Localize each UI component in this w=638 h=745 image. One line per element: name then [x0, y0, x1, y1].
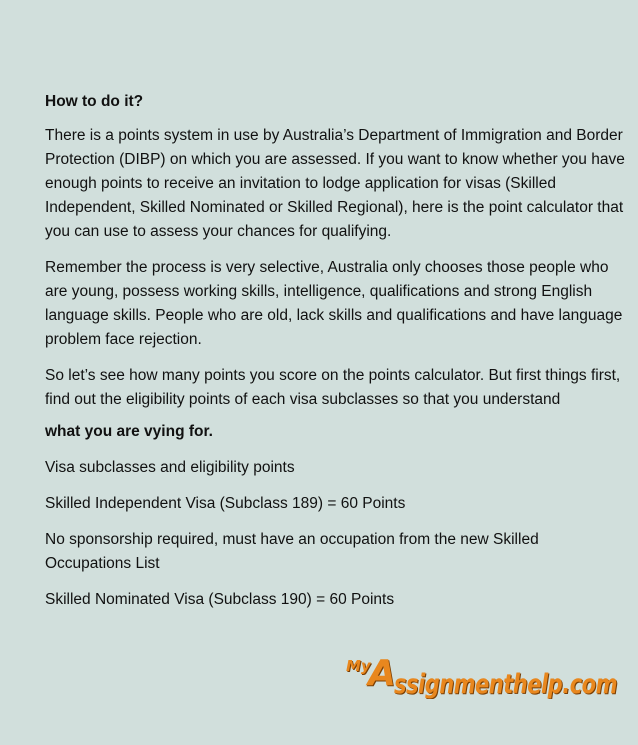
line-subclass-190: Skilled Nominated Visa (Subclass 190) = 60 Points: [45, 591, 395, 608]
paragraph-selective-process: Remember the process is very selective, Australia only chooses those people who are young, possess working skills, intelligence, qualifications and strong English language skills. People who are old, lack skills and qualifications and have language problem face rejection.: [45, 259, 623, 348]
paragraph-points-system: There is a points system in use by Australia’s Department of Immigration and Border Protection (DIBP) on which you are assessed. If you want to know whether you have enough points to receive an invitation to lodge application for visas (Skilled Independent, Skilled Nominated or Skilled Regional), here is the point calculator that you can use to assess your chances for qualifying.: [45, 127, 625, 240]
logo-a: A: [368, 653, 396, 694]
logo-my: My: [346, 657, 371, 675]
line-visa-subclasses: Visa subclasses and eligibility points: [45, 459, 295, 476]
section-heading: How to do it?: [45, 93, 144, 110]
brand-logo: [346, 655, 616, 701]
line-no-sponsorship: No sponsorship required, must have an occupation from the new Skilled Occupations List: [45, 531, 539, 572]
logo-rest: ssignmenthelp.com: [394, 669, 617, 699]
document-body: [45, 90, 625, 624]
paragraph-points-calculator: So let’s see how many points you score on the points calculator. But first things first, find out the eligibility points of each visa subclasses so that you understand: [45, 367, 621, 408]
line-subclass-189: Skilled Independent Visa (Subclass 189) = 60 Points: [45, 495, 406, 512]
paragraph-vying-for: what you are vying for.: [45, 423, 213, 440]
